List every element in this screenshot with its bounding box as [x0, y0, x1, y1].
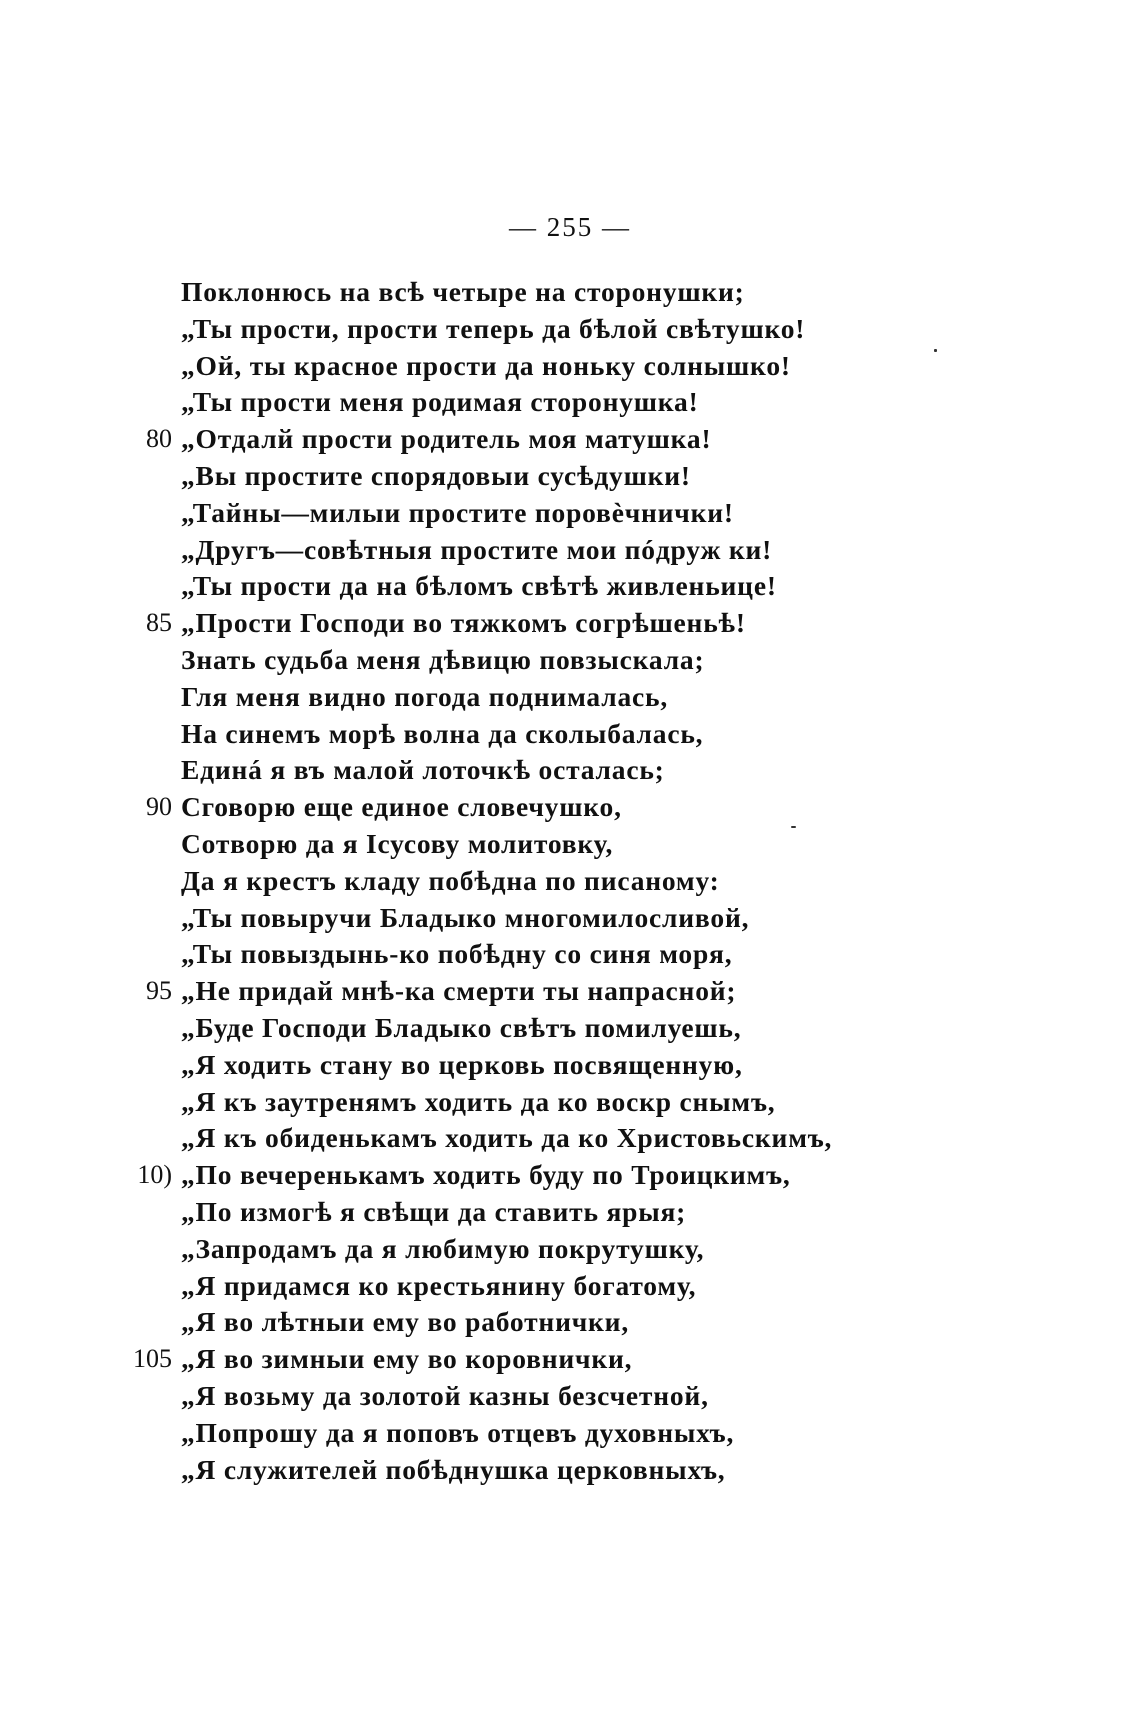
poem-line	[0, 568, 1140, 605]
line-text: „Запродамъ да я любимую покрутушку,	[181, 1232, 705, 1264]
poem-line	[0, 1452, 1140, 1489]
line-text: Знать судьба меня дѣвицю повзыскала;	[181, 643, 705, 675]
line-text: Сговорю еще единое словечушко,	[181, 791, 622, 823]
poem-line	[0, 789, 1140, 826]
line-text: „Отдалй прости родитель моя матушка!	[181, 423, 712, 455]
poem-line	[0, 1304, 1140, 1341]
line-text: „Я служителей побѣднушка церковныхъ,	[181, 1453, 726, 1485]
line-number: 95	[146, 976, 172, 1006]
poem-line	[0, 532, 1140, 569]
line-text: „Ты прости да на бѣломъ свѣтѣ живленьице!	[181, 570, 777, 602]
line-text: „Я во лѣтныи ему во работнички,	[181, 1306, 629, 1338]
line-number: 80	[146, 424, 172, 454]
poem-line	[0, 1157, 1140, 1194]
line-text: „Не придай мнѣ-ка смерти ты напрасной;	[181, 975, 737, 1007]
line-text: „Тайны—милыи простите поровѐчнички!	[181, 496, 734, 528]
poem-line	[0, 348, 1140, 385]
poem-line	[0, 1341, 1140, 1378]
poem-line	[0, 826, 1140, 863]
poem-line	[0, 1415, 1140, 1452]
line-text: На синемъ морѣ волна да сколыбалась,	[181, 717, 704, 749]
poem-line	[0, 274, 1140, 311]
poem-line	[0, 421, 1140, 458]
poem-line	[0, 1231, 1140, 1268]
line-text: „Ты повыздынь-ко побѣдну со синя моря,	[181, 938, 733, 970]
poem-line	[0, 1194, 1140, 1231]
poem-line	[0, 495, 1140, 532]
line-text: „Я во зимныи ему во коровнички,	[181, 1343, 633, 1375]
poem-text	[0, 274, 1140, 1488]
line-text: „Другъ—совѣтныя простите мои пóдруж ки!	[181, 533, 773, 565]
line-text: „Ой, ты красное прости да ноньку солнышко!	[181, 349, 791, 381]
line-text: „Прости Господи во тяжкомъ согрѣшеньѣ!	[181, 607, 746, 639]
page-number: — 255 —	[509, 212, 631, 242]
poem-line	[0, 642, 1140, 679]
line-text: „По вечеренькамъ ходить буду по Троицкимъ,	[181, 1159, 791, 1191]
line-text: Поклонюсь на всѣ четыре на сторонушки;	[181, 276, 745, 307]
poem-line	[0, 863, 1140, 900]
line-text: „Я ходить стану во церковь посвященную,	[181, 1048, 743, 1080]
line-text: „Ты прости меня родимая сторонушка!	[181, 386, 699, 418]
line-number: 10)	[137, 1160, 172, 1190]
poem-line	[0, 936, 1140, 973]
poem-line	[0, 679, 1140, 716]
poem-line	[0, 716, 1140, 753]
line-text: „Буде Господи Бладыко свѣтъ помилуешь,	[181, 1011, 742, 1043]
poem-line	[0, 458, 1140, 495]
poem-line	[0, 973, 1140, 1010]
poem-line	[0, 1010, 1140, 1047]
poem-line	[0, 1378, 1140, 1415]
poem-line	[0, 900, 1140, 937]
line-text: „Вы простите спорядовыи сусѣдушки!	[181, 459, 691, 491]
poem-line	[0, 1268, 1140, 1305]
poem-line	[0, 384, 1140, 421]
poem-line	[0, 605, 1140, 642]
line-text: „Ты прости, прости теперь да бѣлой свѣтушко!	[181, 312, 806, 344]
poem-line	[0, 311, 1140, 348]
line-text: „Ты повыручи Бладыко многомилосливой,	[181, 901, 750, 933]
poem-line	[0, 1084, 1140, 1121]
line-number: 90	[146, 792, 172, 822]
poem-line	[0, 752, 1140, 789]
line-text: „Я возьму да золотой казны безсчетной,	[181, 1379, 709, 1411]
poem-line	[0, 1047, 1140, 1084]
line-text: Да я крестъ кладу побѣдна по писаному:	[181, 864, 720, 896]
line-text: „Я къ обиденькамъ ходить да ко Христовьскимъ,	[181, 1122, 833, 1154]
line-text: „По измогѣ я свѣщи да ставить ярыя;	[181, 1195, 687, 1227]
scan-speck	[791, 826, 796, 828]
poem-line	[0, 1120, 1140, 1157]
line-text: Гля меня видно погода поднималась,	[181, 680, 669, 712]
line-text: Сотворю да я Iсусову молитовку,	[181, 827, 614, 859]
line-text: Единá я въ малой лоточкѣ осталась;	[181, 754, 665, 786]
line-text: „Я къ заутренямъ ходить да ко воскр снымъ,	[181, 1085, 776, 1117]
line-text: „Попрошу да я поповъ отцевъ духовныхъ,	[181, 1416, 735, 1448]
scan-speck	[934, 349, 937, 352]
line-number: 105	[133, 1344, 172, 1374]
line-number: 85	[146, 608, 172, 638]
line-text: „Я придамся ко крестьянину богатому,	[181, 1269, 697, 1301]
